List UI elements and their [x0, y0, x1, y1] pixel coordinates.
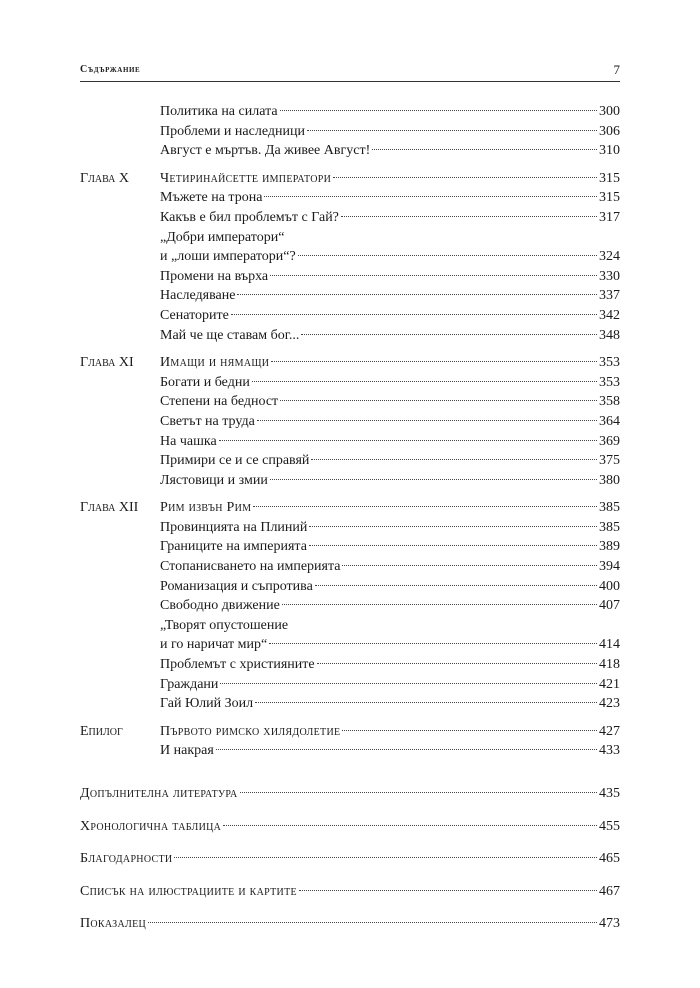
entry-page-number: 427 [599, 723, 620, 739]
entry-title: Гай Юлий Зоил [160, 696, 254, 712]
dot-leader [309, 526, 597, 527]
toc-entry[interactable] [80, 694, 620, 714]
entry-page-number: 375 [599, 453, 620, 469]
entry-title: Свободно движение [160, 598, 280, 614]
toc-entry[interactable] [80, 498, 620, 518]
dot-leader [237, 294, 597, 295]
entry-page-number: 435 [599, 786, 620, 801]
table-of-contents [80, 102, 620, 761]
toc-entry[interactable] [80, 451, 620, 471]
dot-leader [309, 545, 597, 546]
toc-entry[interactable] [80, 247, 620, 267]
toc-entry[interactable] [80, 557, 620, 577]
dot-leader [253, 506, 597, 507]
entry-page-number: 455 [599, 818, 620, 834]
toc-entry[interactable] [80, 616, 620, 636]
dot-leader [252, 381, 597, 382]
toc-entry[interactable] [80, 208, 620, 228]
entry-page-number: 364 [599, 413, 620, 429]
chapter-label: Епилог [80, 723, 123, 739]
dot-leader [333, 177, 597, 178]
toc-entry[interactable] [80, 596, 620, 616]
dot-leader [301, 334, 597, 335]
entry-page-number: 358 [599, 394, 620, 410]
chapter-label: Глава XII [80, 500, 139, 516]
entry-page-number: 330 [599, 268, 620, 284]
entry-title: и го наричат мир“ [160, 637, 268, 653]
toc-entry[interactable] [80, 326, 620, 346]
dot-leader [341, 216, 597, 217]
toc-entry[interactable] [80, 412, 620, 432]
entry-title: Допълнителна литература [80, 786, 238, 801]
dot-leader [220, 683, 597, 684]
entry-title: Хронологична таблица [80, 818, 222, 834]
dot-leader [174, 857, 597, 858]
dot-leader [315, 585, 597, 586]
dot-leader [299, 890, 597, 891]
dot-leader [271, 361, 597, 362]
dot-leader [280, 400, 597, 401]
entry-title: Границите на империята [160, 539, 307, 555]
toc-entry[interactable] [80, 518, 620, 538]
dot-leader [282, 604, 597, 605]
entry-title: И накрая [160, 743, 214, 759]
entry-title: Май че ще ставам бог... [160, 327, 300, 343]
entry-title: Проблеми и наследници [160, 123, 305, 139]
entry-title: Наследяване [160, 288, 236, 304]
entry-title: Списък на илюстрациите и картите [80, 883, 297, 899]
back-matter-entry[interactable] [80, 916, 620, 936]
entry-page-number: 310 [599, 143, 620, 159]
entry-page-number: 315 [599, 190, 620, 206]
toc-entry[interactable] [80, 471, 620, 491]
entry-page-number: 389 [599, 539, 620, 555]
dot-leader [148, 922, 597, 923]
dot-leader [342, 565, 597, 566]
entry-title: Сенаторите [160, 307, 229, 323]
entry-page-number: 467 [599, 883, 620, 899]
toc-entry[interactable] [80, 392, 620, 412]
entry-page-number: 337 [599, 288, 620, 304]
dot-leader [264, 196, 597, 197]
entry-title: Промени на върха [160, 268, 269, 284]
entry-title: Имащи и нямащи [160, 355, 270, 371]
toc-entry[interactable] [80, 122, 620, 142]
entry-page-number: 353 [599, 374, 620, 390]
entry-page-number: 414 [599, 637, 620, 653]
page-number: 7 [613, 62, 620, 77]
dot-leader [219, 440, 597, 441]
entry-page-number: 380 [599, 472, 620, 488]
entry-page-number: 418 [599, 657, 620, 673]
dot-leader [311, 459, 597, 460]
chapter-label: Глава XI [80, 355, 134, 371]
entry-title: и „лоши императори“? [160, 249, 296, 265]
toc-entry[interactable] [80, 635, 620, 655]
toc-entry[interactable] [80, 432, 620, 452]
toc-entry[interactable] [80, 228, 620, 248]
toc-entry[interactable] [80, 537, 620, 557]
toc-entry[interactable] [80, 373, 620, 393]
entry-page-number: 400 [599, 578, 620, 594]
entry-page-number: 317 [599, 209, 620, 225]
entry-page-number: 306 [599, 123, 620, 139]
entry-title: Благодарности [80, 851, 173, 867]
dot-leader [240, 792, 597, 793]
entry-title: Показалец [80, 916, 147, 932]
entry-page-number: 385 [599, 500, 620, 516]
back-matter-entry[interactable] [80, 851, 620, 871]
entry-title: Първото римско хилядолетие [160, 723, 341, 739]
entry-title: Степени на бедност [160, 394, 279, 410]
header-title: Съдържание [80, 64, 141, 75]
entry-page-number: 353 [599, 355, 620, 371]
dot-leader [270, 479, 597, 480]
entry-page-number: 473 [599, 916, 620, 932]
dot-leader [270, 275, 597, 276]
entry-title: Светът на труда [160, 413, 255, 429]
dot-leader [280, 110, 597, 111]
entry-title: На чашка [160, 433, 217, 449]
dot-leader [317, 663, 597, 664]
dot-leader [307, 130, 597, 131]
entry-title: Четиринайсетте императори [160, 170, 332, 186]
dot-leader [372, 149, 597, 150]
toc-entry[interactable] [80, 188, 620, 208]
dot-leader [298, 255, 597, 256]
entry-title: Мъжете на трона [160, 190, 263, 206]
entry-page-number: 433 [599, 743, 620, 759]
dot-leader [255, 702, 597, 703]
entry-page-number: 407 [599, 598, 620, 614]
chapter-label: Глава X [80, 170, 129, 186]
dot-leader [216, 749, 597, 750]
back-matter-entry[interactable] [80, 884, 620, 904]
entry-page-number: 300 [599, 104, 620, 119]
toc-entry[interactable] [80, 286, 620, 306]
entry-page-number: 423 [599, 696, 620, 712]
dot-leader [342, 730, 597, 731]
entry-page-number: 348 [599, 327, 620, 343]
entry-title: Проблемът с християните [160, 657, 315, 673]
entry-title: Стопанисването на империята [160, 559, 341, 575]
entry-title: „Добри императори“ [160, 229, 285, 245]
entry-title: Лястовици и змии [160, 472, 268, 488]
entry-title: Богати и бедни [160, 374, 250, 390]
entry-title: Рим извън Рим [160, 500, 252, 516]
toc-entry[interactable] [80, 267, 620, 287]
back-matter-entry[interactable] [80, 786, 620, 806]
entry-page-number: 394 [599, 559, 620, 575]
entry-title: „Творят опустошение [160, 617, 289, 633]
entry-title: Граждани [160, 676, 219, 692]
toc-entry[interactable] [80, 141, 620, 161]
toc-entry[interactable] [80, 722, 620, 742]
entry-title: Какъв е бил проблемът с Гай? [160, 209, 339, 225]
entry-page-number: 342 [599, 307, 620, 323]
entry-page-number: 315 [599, 170, 620, 186]
toc-entry[interactable] [80, 577, 620, 597]
header-rule [80, 81, 620, 82]
entry-title: Август е мъртъв. Да живее Август! [160, 143, 371, 159]
toc-entry[interactable] [80, 169, 620, 189]
entry-page-number: 465 [599, 851, 620, 867]
toc-entry[interactable] [80, 353, 620, 373]
toc-entry[interactable] [80, 655, 620, 675]
running-header [80, 64, 620, 84]
dot-leader [231, 314, 597, 315]
entry-page-number: 385 [599, 519, 620, 535]
entry-title: Провинцията на Плиний [160, 519, 308, 535]
dot-leader [223, 825, 597, 826]
dot-leader [269, 643, 597, 644]
entry-page-number: 421 [599, 676, 620, 692]
back-matter-list [80, 786, 620, 949]
toc-entry[interactable] [80, 306, 620, 326]
entry-title: Политика на силата [160, 104, 278, 119]
entry-title: Примири се и се справяй [160, 453, 310, 469]
entry-page-number: 369 [599, 433, 620, 449]
entry-title: Романизация и съпротива [160, 578, 313, 594]
entry-page-number: 324 [599, 249, 620, 265]
toc-entry[interactable] [80, 741, 620, 761]
toc-entry[interactable] [80, 102, 620, 122]
toc-entry[interactable] [80, 675, 620, 695]
back-matter-entry[interactable] [80, 819, 620, 839]
dot-leader [257, 420, 597, 421]
